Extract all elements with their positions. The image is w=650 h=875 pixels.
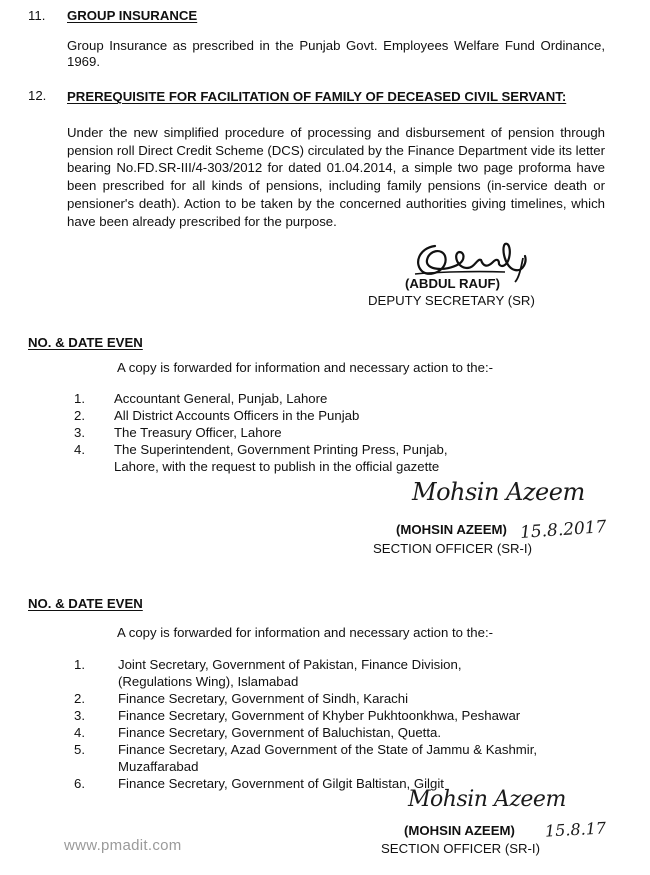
handwritten-signature: Mohsin Azeem xyxy=(408,787,566,812)
signatory-name: (MOHSIN AZEEM) xyxy=(396,522,507,537)
list-item: The Treasury Officer, Lahore xyxy=(114,425,282,440)
list-item: Finance Secretary, Government of Khyber Pukhtoonkhwa, Peshawar xyxy=(118,708,521,723)
list-item-continuation: Lahore, with the request to publish in the official gazette xyxy=(114,459,440,474)
list-item: The Superintendent, Government Printing Press, Punjab, xyxy=(114,442,448,457)
section-heading: GROUP INSURANCE xyxy=(67,8,198,23)
list-item-number: 4. xyxy=(74,725,85,740)
list-item: Finance Secretary, Government of Sindh, Karachi xyxy=(118,691,409,706)
signatory-designation: SECTION OFFICER (SR-I) xyxy=(381,841,540,856)
list-item: Finance Secretary, Azad Government of the State of Jammu & Kashmir, xyxy=(118,742,538,757)
endorsement-heading: NO. & DATE EVEN xyxy=(28,335,143,350)
list-item-number: 1. xyxy=(74,391,85,406)
section-body: Under the new simplified procedure of processing and disbursement of pension through pension roll Direct Credit Scheme (DCS) circulated by the Finance Department vide its letter bearing No.FD.SR-III/4-303/2012 for dated 01.04.2014, a simple two page proforma have been prescribed for all kinds of pensions, including family pensions (in-service death or pensioner's death). Action to be taken by the concerned authorities giving timelines, which have been already prescribed for the purpose. xyxy=(67,125,605,229)
handwritten-signature: Mohsin Azeem xyxy=(412,478,585,506)
list-item-number: 3. xyxy=(74,425,85,440)
section-body-text: Group Insurance as prescribed in the Punjab Govt. Employees Welfare Fund Ordinance, 1969. xyxy=(67,38,605,69)
signatory-1 xyxy=(405,276,605,292)
list-item-number: 1. xyxy=(74,657,85,672)
endorsement-heading: NO. & DATE EVEN xyxy=(28,596,143,611)
signatory-name: (MOHSIN AZEEM) xyxy=(404,823,515,838)
endorsement-intro: A copy is forwarded for information and necessary action to the:- xyxy=(117,625,494,640)
list-item: Joint Secretary, Government of Pakistan, Finance Division, xyxy=(118,657,462,672)
list-item-continuation: (Regulations Wing), Islamabad xyxy=(118,674,299,689)
signatory-name: (ABDUL RAUF) xyxy=(405,276,500,291)
handwritten-date: 15.8.17 xyxy=(544,818,607,841)
list-item-number: 2. xyxy=(74,691,85,706)
list-item-number: 4. xyxy=(74,442,85,457)
section-body xyxy=(67,38,605,70)
list-item-continuation: Muzaffarabad xyxy=(118,759,199,774)
list-item-number: 6. xyxy=(74,776,85,791)
signatory-designation: SECTION OFFICER (SR-I) xyxy=(373,541,532,556)
list-item: Finance Secretary, Government of Gilgit Baltistan, Gilgit xyxy=(118,776,444,791)
watermark-text: www.pmadit.com xyxy=(64,837,182,854)
signatory-designation: DEPUTY SECRETARY (SR) xyxy=(368,293,535,308)
handwritten-date: 15.8.2017 xyxy=(519,517,608,543)
endorsement-intro: A copy is forwarded for information and necessary action to the:- xyxy=(117,360,494,375)
section-number: 12. xyxy=(28,88,47,103)
section-heading: PREREQUISITE FOR FACILITATION OF FAMILY OF DECEASED CIVIL SERVANT: xyxy=(67,89,567,104)
list-item-number: 3. xyxy=(74,708,85,723)
list-item: Finance Secretary, Government of Baluchistan, Quetta. xyxy=(118,725,442,740)
list-item: Accountant General, Punjab, Lahore xyxy=(114,391,328,406)
list-item-number: 5. xyxy=(74,742,85,757)
section-number: 11. xyxy=(28,8,46,23)
list-item: All District Accounts Officers in the Punjab xyxy=(114,408,360,423)
list-item-number: 2. xyxy=(74,408,85,423)
